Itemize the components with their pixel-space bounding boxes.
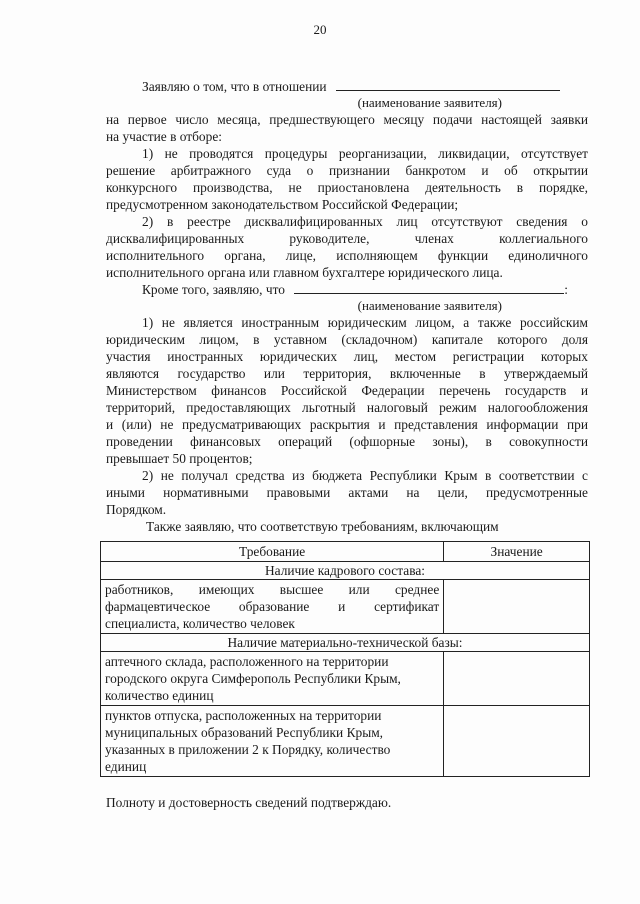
table-header-row	[101, 542, 590, 562]
value-cell[interactable]	[444, 580, 590, 634]
declaration-line	[106, 78, 588, 95]
requirement-line: специалиста, количество человек	[105, 616, 295, 631]
requirement-line: пунктов отпуска, расположенных на территории	[105, 708, 382, 723]
condition-item: и (или) не предусматривающих раскрытия и представления информации при	[106, 417, 588, 432]
condition-item: исполнительного органа или главном бухгалтере юридического лица.	[106, 265, 503, 280]
requirement-line: указанных в приложении 2 к Порядку, количество	[105, 742, 391, 757]
requirement-line: количество единиц	[105, 688, 214, 703]
condition-item: 2) не получал средства из бюджета Республики Крым в соответствии с	[142, 468, 588, 483]
applicant-caption: (наименование заявителя)	[357, 95, 502, 110]
requirement-line: городского округа Симферополь Республики Крым,	[105, 671, 401, 686]
condition-item: конкурсного производства, не приостановлена деятельность в порядке,	[106, 180, 588, 195]
condition-item: являются государство или территория, включенные в утверждаемый	[106, 366, 588, 381]
requirement-line: аптечного склада, расположенного на территории	[105, 654, 389, 669]
applicant-name-blank	[294, 281, 564, 294]
page-number: 20	[313, 22, 327, 37]
condition-item: Министерством финансов Российской Федерации перечень государств и	[106, 383, 588, 398]
requirement-line: работников, имеющих высшее или среднее	[105, 582, 440, 597]
table-section-row	[101, 634, 590, 652]
declaration-text: на первое число месяца, предшествующего месяцу подачи настоящей заявки	[106, 112, 588, 127]
confirmation-text: Полноту и достоверность сведений подтверждаю.	[106, 795, 392, 810]
condition-item: Порядком.	[106, 502, 167, 517]
condition-item: решение арбитражного суда о признании банкротом и об открытии	[106, 163, 588, 178]
requirement-cell	[101, 706, 444, 777]
colon: :	[564, 282, 569, 297]
condition-item: исполнительного органа, лице, исполняющем функции единоличного	[106, 248, 588, 263]
requirements-intro: Также заявляю, что соответствую требованиям, включающим	[146, 519, 499, 534]
header-requirement: Требование	[101, 542, 444, 562]
value-cell[interactable]	[444, 706, 590, 777]
declaration-text: на участие в отборе:	[106, 129, 222, 144]
applicant-name-blank	[336, 78, 560, 91]
table-section-row	[101, 562, 590, 580]
requirement-line: муниципальных образований Республики Крым,	[105, 725, 384, 740]
condition-item: превышает 50 процентов;	[106, 451, 253, 466]
condition-item: иными нормативными правовыми актами на цели, предусмотренные	[106, 485, 588, 500]
condition-item: проведении финансовых операций (офшорные зоны), в совокупности	[106, 434, 588, 449]
document-body	[106, 78, 588, 535]
applicant-caption: (наименование заявителя)	[357, 298, 502, 313]
declaration-lead: Кроме того, заявляю, что	[142, 282, 285, 297]
condition-item: участия иностранных юридических лиц, местом регистрации которых	[106, 349, 588, 364]
section-staff: Наличие кадрового состава:	[101, 562, 590, 580]
header-value: Значение	[444, 542, 590, 562]
condition-item: 1) не является иностранным юридическим лицом, а также российским	[142, 315, 588, 330]
value-cell[interactable]	[444, 652, 590, 706]
condition-item: дисквалифицированных руководителе, членах коллегиального	[106, 231, 588, 246]
condition-item: 2) в реестре дисквалифицированных лиц отсутствуют сведения о	[142, 214, 588, 229]
condition-item: 1) не проводятся процедуры реорганизации, ликвидации, отсутствует	[142, 146, 588, 161]
table-row	[101, 652, 590, 706]
condition-item: предусмотренном законодательством Российской Федерации;	[106, 197, 459, 212]
table-row	[101, 580, 590, 634]
requirements-table	[100, 541, 590, 777]
declaration-lead: Заявляю о том, что в отношении	[142, 79, 327, 94]
requirement-cell	[101, 580, 444, 634]
requirement-cell	[101, 652, 444, 706]
table-row	[101, 706, 590, 777]
requirement-line: единиц	[105, 759, 147, 774]
requirement-line: фармацевтическое образование и сертификат	[105, 599, 440, 614]
condition-item: территорий, предоставляющих льготный налоговый режим налогообложения	[106, 400, 588, 415]
condition-item: юридическим лицом, в уставном (складочном) капитале которого доля	[106, 332, 588, 347]
declaration-line	[106, 281, 588, 298]
section-facilities: Наличие материально-технической базы:	[101, 634, 590, 652]
